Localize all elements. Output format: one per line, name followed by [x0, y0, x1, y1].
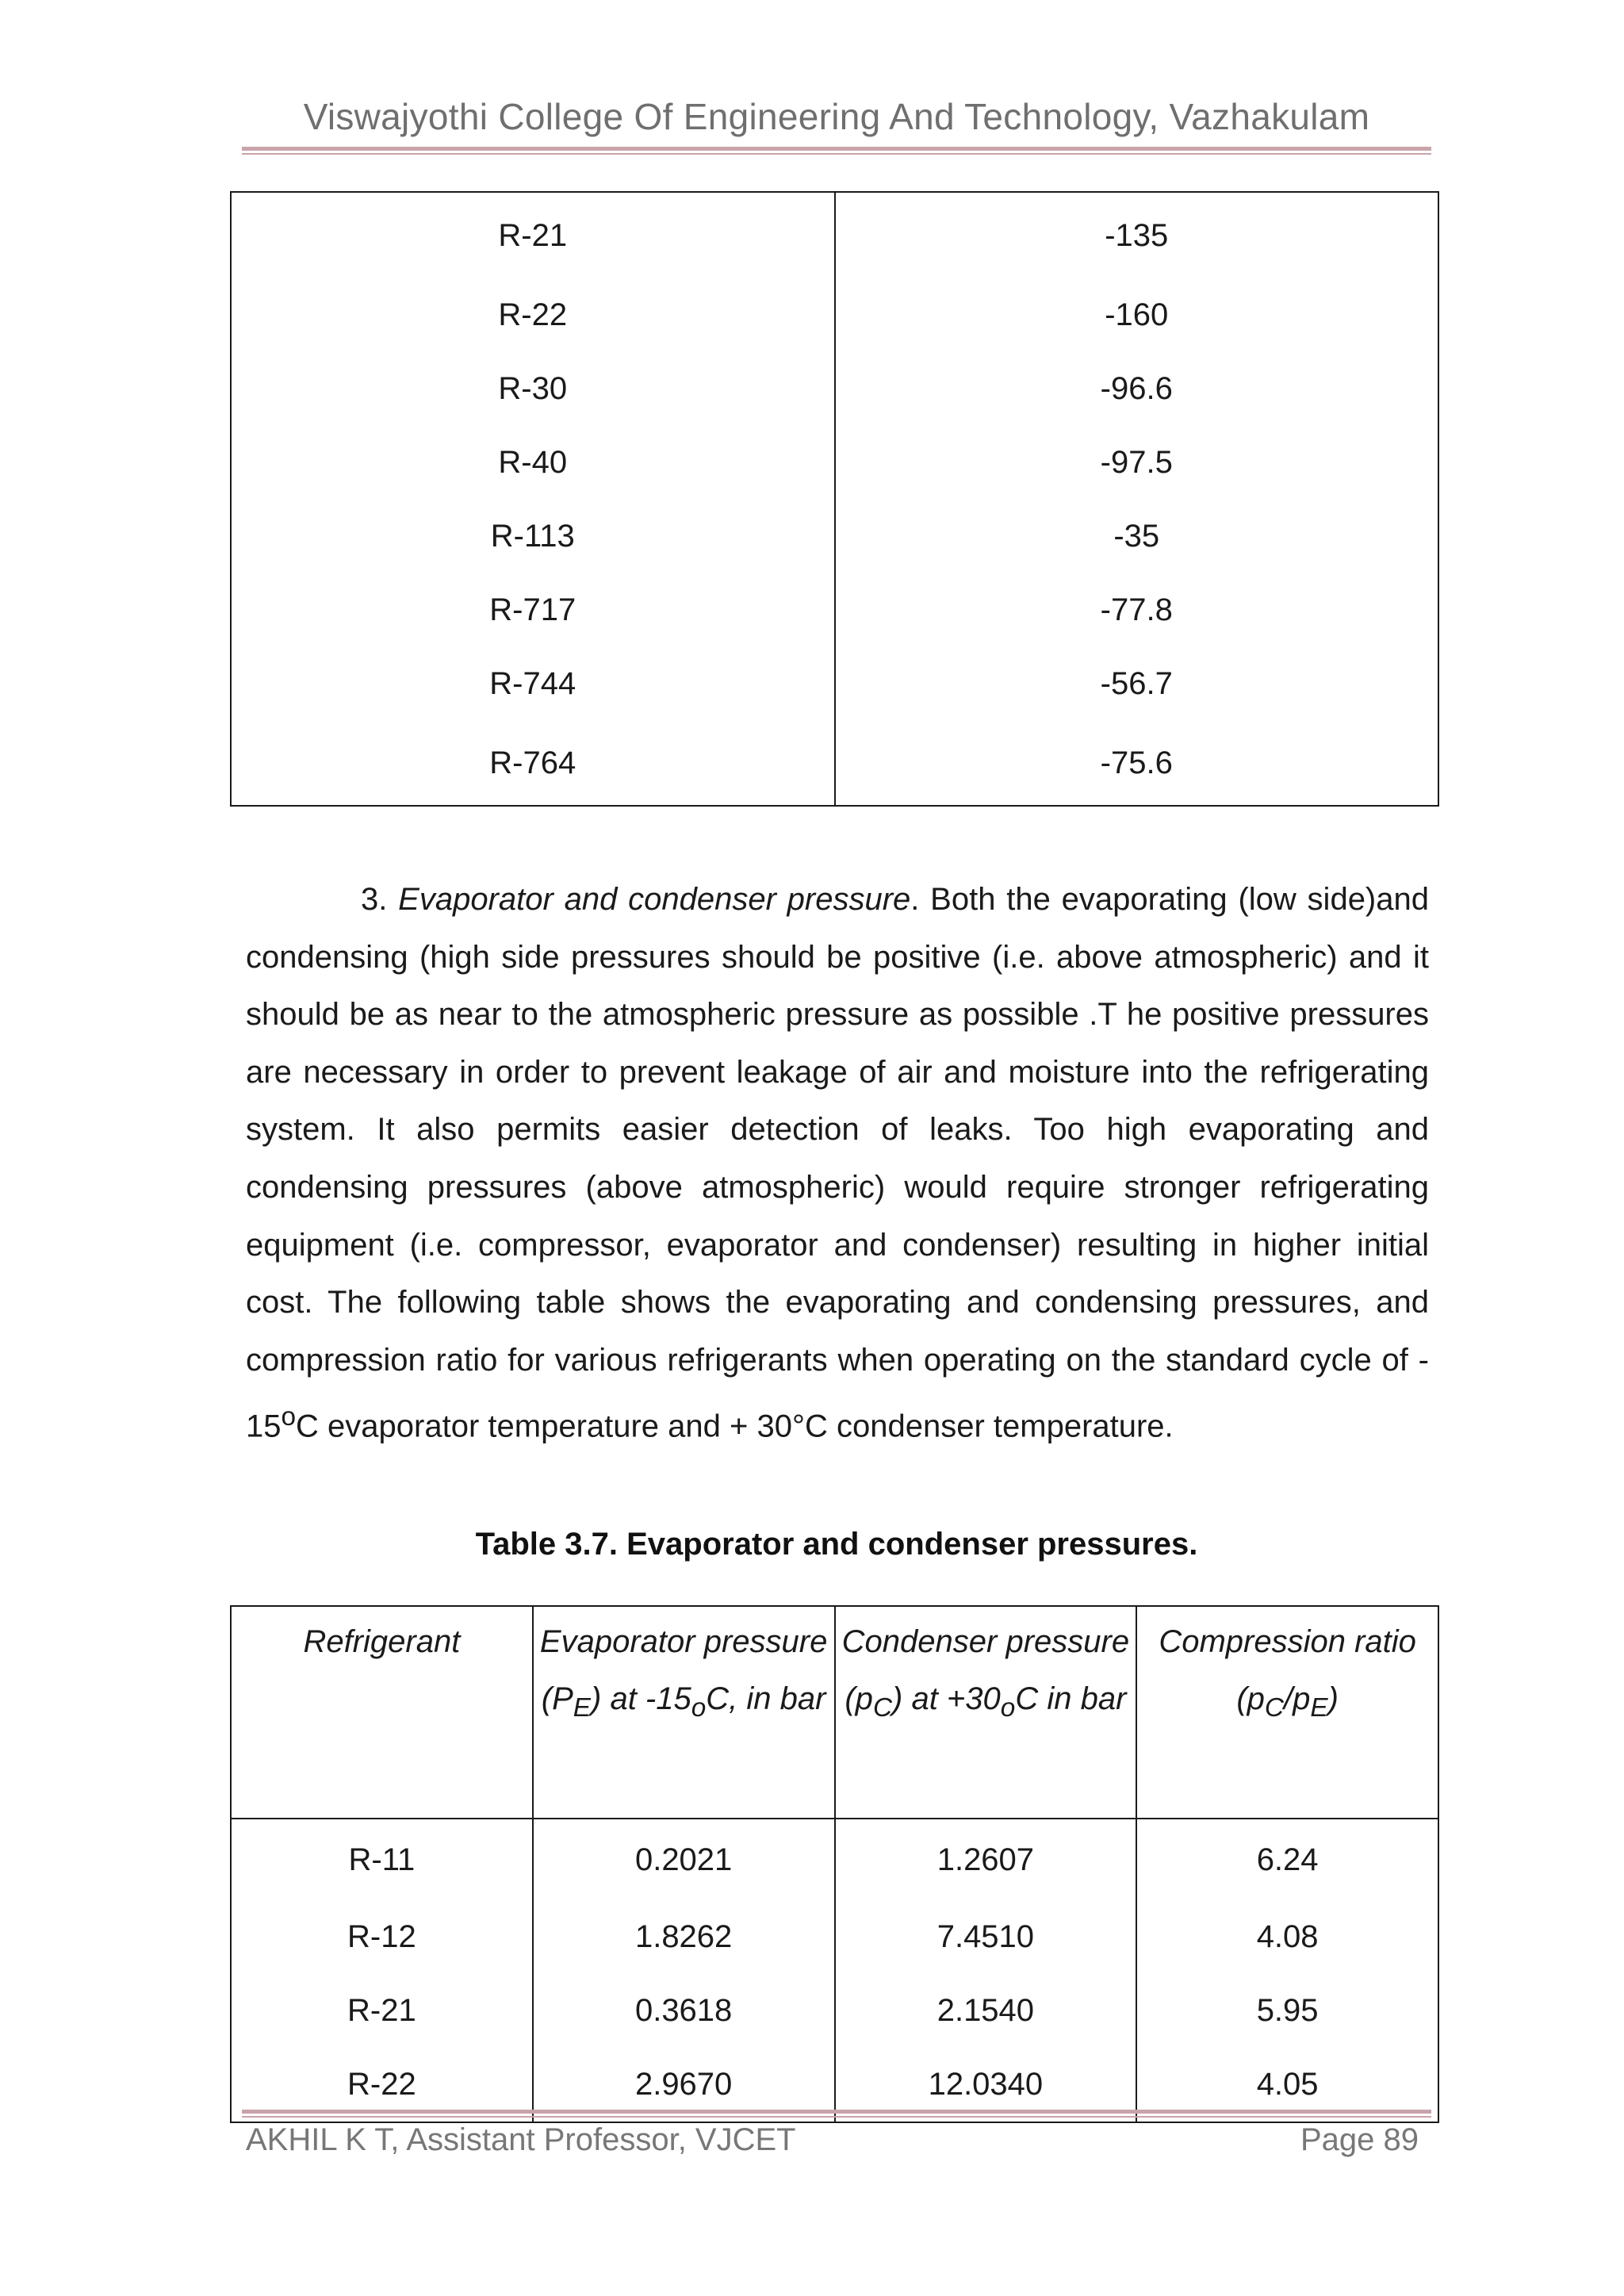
value-cell: -75.6 [835, 721, 1439, 806]
evaporator-pressure-cell: 2.9670 [533, 2048, 835, 2122]
value-cell: -35 [835, 500, 1439, 573]
refrigerant-cell: R-22 [231, 278, 835, 352]
table-row [231, 1900, 1438, 1974]
refrigerant-cell: R-21 [231, 192, 835, 278]
refrigerant-cell: R-22 [231, 2048, 533, 2122]
refrigerant-cell: R-113 [231, 500, 835, 573]
condenser-pressure-cell: 2.1540 [835, 1974, 1137, 2048]
pressure-table [230, 1605, 1439, 2123]
footer-divider [242, 2110, 1431, 2114]
table-row [231, 573, 1438, 647]
table-row [231, 192, 1438, 278]
header-compression-ratio: Compression ratio $(p_C/p_E)$ [1136, 1606, 1438, 1819]
evaporator-pressure-cell: 0.2021 [533, 1819, 835, 1900]
evaporator-pressure-cell: 1.8262 [533, 1900, 835, 1974]
page-header-title: Viswajyothi College Of Engineering And Technology, Vazhakulam [303, 96, 1370, 137]
header-evaporator-pressure: Evaporator pressure $(P_E)$ at $-15_oC$, in bar [533, 1606, 835, 1819]
value-cell: -96.6 [835, 352, 1439, 426]
table-row [231, 1974, 1438, 2048]
section-paragraph [246, 871, 1429, 1455]
header-divider-thin [242, 153, 1431, 155]
refrigerant-cell: R-40 [231, 426, 835, 500]
refrigerant-cell: R-744 [231, 647, 835, 721]
value-cell: -160 [835, 278, 1439, 352]
condenser-pressure-cell: 1.2607 [835, 1819, 1137, 1900]
section-heading: Evaporator and condenser pressure [398, 882, 911, 917]
section-number: 3. [361, 882, 388, 917]
table-header-row [231, 1606, 1438, 1819]
value-cell: -56.7 [835, 647, 1439, 721]
header-condenser-pressure: Condenser pressure $(p_C)$ at $+30_oC$ in bar [835, 1606, 1137, 1819]
header-refrigerant: Refrigerant [231, 1606, 533, 1819]
table-row [231, 647, 1438, 721]
refrigerant-cell: R-30 [231, 352, 835, 426]
compression-ratio-cell: 4.05 [1136, 2048, 1438, 2122]
table-row [231, 352, 1438, 426]
value-cell: -77.8 [835, 573, 1439, 647]
refrigerant-cell: R-717 [231, 573, 835, 647]
table-row [231, 1819, 1438, 1900]
paragraph-text-end: C evaporator temperature and + 30°C condenser temperature. [296, 1409, 1174, 1444]
value-cell: -97.5 [835, 426, 1439, 500]
compression-ratio-cell: 5.95 [1136, 1974, 1438, 2048]
refrigerant-cell: R-764 [231, 721, 835, 806]
table-caption: Table 3.7. Evaporator and condenser pressures. [475, 1527, 1198, 1562]
table-row [231, 500, 1438, 573]
boiling-point-table [230, 191, 1439, 807]
paragraph-text: . Both the evaporating (low side)and condensing (high side pressures should be positive (i.e. above atmospheric) and it should be as near to the atmospheric pressure as possible .T he positive pressures are necessary in order to prevent leakage of air and moisture into the refrigerating system. It also permits easier detection of leaks. Too high evaporating and condensing pressures (above atmospheric) would require stronger refrigerating equipment (i.e. compressor, evaporator and condenser) resulting in higher initial cost. The following table shows the evaporating and condensing pressures, and compression ratio for various refrigerants when operating on the standard cycle of - 15 [246, 882, 1429, 1444]
value-cell: -135 [835, 192, 1439, 278]
condenser-pressure-cell: 7.4510 [835, 1900, 1137, 1974]
compression-ratio-cell: 4.08 [1136, 1900, 1438, 1974]
refrigerant-cell: R-12 [231, 1900, 533, 1974]
condenser-pressure-cell: 12.0340 [835, 2048, 1137, 2122]
refrigerant-cell: R-11 [231, 1819, 533, 1900]
footer-divider-thin [242, 2116, 1431, 2118]
table-row [231, 426, 1438, 500]
footer-author: AKHIL K T, Assistant Professor, VJCET [246, 2122, 796, 2157]
header-divider [242, 147, 1431, 151]
refrigerant-cell: R-21 [231, 1974, 533, 2048]
evaporator-pressure-cell: 0.3618 [533, 1974, 835, 2048]
footer-page-number: Page 89 [1300, 2122, 1419, 2157]
degree-superscript: o [281, 1402, 297, 1432]
table-row [231, 278, 1438, 352]
table-row [231, 721, 1438, 806]
compression-ratio-cell: 6.24 [1136, 1819, 1438, 1900]
